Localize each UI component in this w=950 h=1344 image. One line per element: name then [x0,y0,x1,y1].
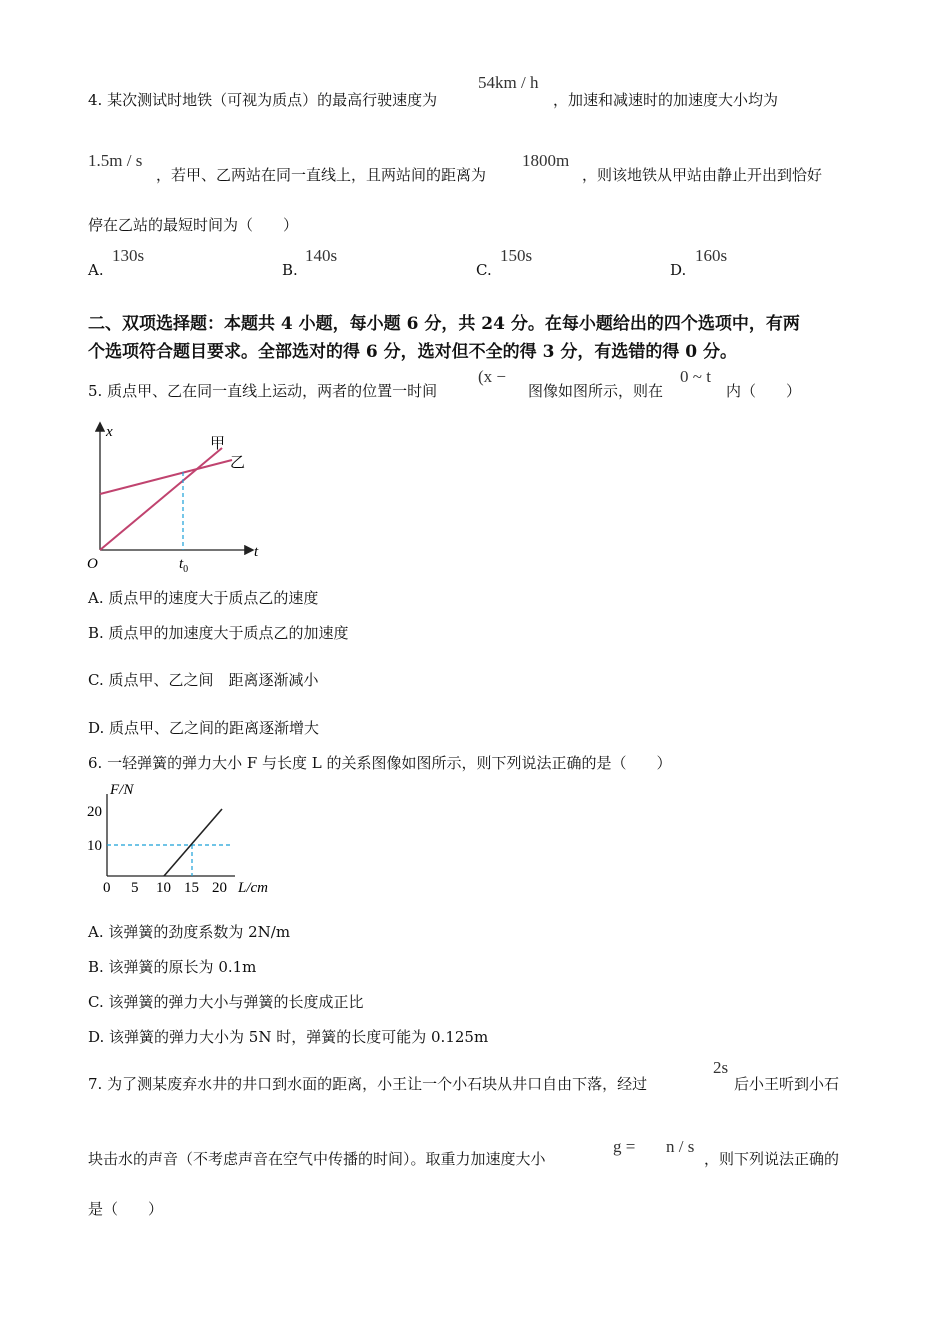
q6-y-tick-10: 10 [87,838,102,854]
q6-x-label: L/cm [238,880,268,896]
q4-math-speed: 54km / h [478,73,539,92]
q5-text-1: 5. 质点甲、乙在同一直线上运动，两者的位置一时间 [88,382,438,400]
q6-x-tick-20: 20 [212,880,227,896]
q7-text-5: 是（ ） [88,1200,164,1218]
q5-xt-graph [82,418,272,578]
q4-text-3: ，若甲、乙两站在同一直线上，且两站间的距离为 [156,166,487,184]
q4-text-2: ，加速和减速时的加速度大小均为 [553,91,779,109]
q4-option-a-label: A. [88,261,104,279]
q5-text-3: 内（ ） [726,382,802,400]
q6-x-tick-10: 10 [156,880,171,896]
q5-t0-label [179,556,188,575]
q4-math-accel: 1.5m / s [88,151,143,170]
q5-math-xt: (x − [478,367,506,386]
q7-text-2: 后小王听到小石 [734,1075,840,1093]
q4-text-5: 停在乙站的最短时间为（ ） [88,216,299,234]
q6-option-c[interactable]: C. 该弹簧的弹力大小与弹簧的长度成正比 [88,993,364,1011]
q6-force-line [164,809,222,876]
q5-line-jia [100,448,222,550]
q7-math-time: 2s [713,1058,729,1077]
q7-text-3: 块击水的声音（不考虑声音在空气中传播的时间）。取重力加速度大小 [88,1150,546,1168]
q5-option-c[interactable]: C. 质点甲、乙之间 距离逐渐减小 [88,671,319,689]
q5-t0-sub: 0 [183,564,189,575]
q5-math-range: 0 ~ t [680,367,711,386]
q4-text-1: 4. 某次测试时地铁（可视为质点）的最高行驶速度为 [88,91,438,109]
q6-fl-graph [80,776,290,900]
q6-x-tick-15: 15 [184,880,199,896]
q7-text-4: ，则下列说法正确的 [704,1150,840,1168]
q5-option-b[interactable]: B. 质点甲的加速度大于质点乙的加速度 [88,624,349,642]
q5-x-label: t [254,544,259,560]
q4-option-c-value: 150s [500,246,533,265]
q4-option-c-label: C. [476,261,492,279]
q6-x-tick-0: 0 [103,880,111,896]
q4-text-4: ，则该地铁从甲站由静止开出到恰好 [582,166,823,184]
q4-option-b-value: 140s [305,246,338,265]
q5-yi-label: 乙 [230,455,246,471]
section2-heading-line2: 个选项符合题目要求。全部选对的得 6 分，选对但不全的得 3 分，有选错的得 0 分。 [88,342,737,362]
q5-origin-label: O [87,556,98,572]
q5-line-yi [100,460,232,494]
q6-stem: 6. 一轻弹簧的弹力大小 F 与长度 L 的关系图像如图所示，则下列说法正确的是（ ） [88,754,672,772]
q6-option-d[interactable]: D. 该弹簧的弹力大小为 5N 时，弹簧的长度可能为 0.125m [88,1028,489,1046]
q5-t0-base: t [179,556,184,572]
q4-option-a-value: 130s [112,246,145,265]
q6-option-a[interactable]: A. 该弹簧的劲度系数为 2N/m [88,923,291,941]
q5-option-a[interactable]: A. 质点甲的速度大于质点乙的速度 [88,589,319,607]
q7-math-g: g = [613,1137,636,1156]
q6-option-b[interactable]: B. 该弹簧的原长为 0.1m [88,958,257,976]
section2-heading-line1: 二、双项选择题：本题共 4 小题，每小题 6 分，共 24 分。在每小题给出的四个选项中，有两 [88,314,800,334]
q5-option-d[interactable]: D. 质点甲、乙之间的距离逐渐增大 [88,719,320,737]
q7-math-unit: n / s [666,1137,695,1156]
q4-option-d-label: D. [670,261,687,279]
q4-option-b-label: B. [282,261,298,279]
q6-y-label: F/N [110,782,134,798]
q7-text-1: 7. 为了测某废弃水井的井口到水面的距离，小王让一个小石块从井口自由下落，经过 [88,1075,648,1093]
q5-jia-label: 甲 [210,436,226,452]
q5-text-2: 图像如图所示，则在 [528,382,664,400]
q6-y-tick-20: 20 [87,804,102,820]
q4-math-distance: 1800m [522,151,570,170]
q4-option-d-value: 160s [695,246,728,265]
q6-x-tick-5: 5 [131,880,139,896]
q5-y-label: x [106,424,113,440]
